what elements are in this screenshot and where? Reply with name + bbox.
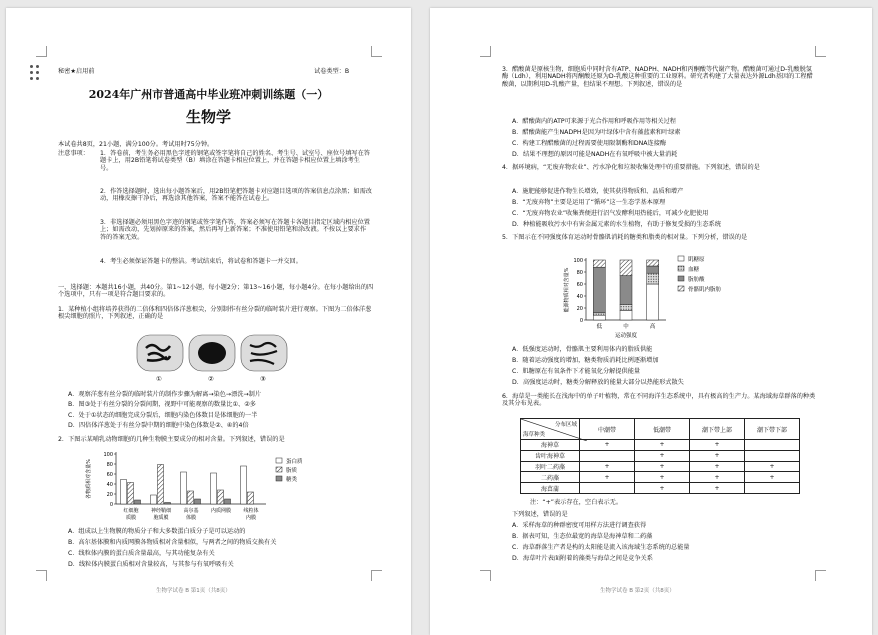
q1-option-b: B．图③处于有丝分裂的分裂间期，视野中可能观察的数量比①、②多 xyxy=(68,401,256,408)
table-cell: + xyxy=(690,472,745,483)
bar-糖类 xyxy=(225,499,231,504)
table-cell: + xyxy=(635,440,690,451)
table-cell: + xyxy=(635,472,690,483)
y-axis-label: 各物质相对含量% xyxy=(86,459,92,499)
crop-mark xyxy=(815,570,826,581)
legend-label: 血糖 xyxy=(688,267,700,273)
q6-option-a: A．采样海草的种群密度可用样方法进行调查获得 xyxy=(512,522,647,529)
q6-option-c: C．海草群落生产者是构的太阳能是流入该海域生态系统的总能量 xyxy=(512,544,690,551)
category-label: 内质网膜 xyxy=(210,508,232,514)
y-tick-label: 60 xyxy=(106,472,113,478)
table-row xyxy=(521,461,800,472)
page-2 xyxy=(430,8,872,635)
y-tick-label: 60 xyxy=(576,282,583,288)
legend-label: 脂肪酸 xyxy=(688,277,705,283)
table-cell: + xyxy=(690,461,745,472)
q4-option-d: D．种植能吸收污水中有害金属元素的水生植物，有助于修复受损的生态系统 xyxy=(512,221,721,228)
y-tick-label: 40 xyxy=(576,294,583,300)
category-label: 神经鞘细 xyxy=(150,508,172,514)
q3-stem: 3．醋酸菌是原核生物，细胞质中同时含有ATP、NADPH、NADH和丙酮酸等代谢产物。醋酸菌可通过D-乳酸脱氢酶（Ldh），利用NADH将丙酮酸还原为D-乳酸这种重要的工业原料。研究者构建了大量表达外源Ldh基因的工程醋酸菌，以期利用D-乳酸产量，但结果不理想。下列叙述，错误的是 xyxy=(502,66,813,88)
bar-糖类 xyxy=(165,503,171,505)
y-tick-label: 20 xyxy=(576,306,583,312)
diagonal-header-cell xyxy=(521,419,580,440)
q3-option-c: C．构建工程醋酸菌的过程需要使用限制酶和DNA连接酶 xyxy=(512,140,667,147)
bar-糖类 xyxy=(195,499,201,504)
stack-肌糖原 xyxy=(620,310,632,320)
q6-option-b: B．据表可知，生态位最宽的海草是海神草和二药藻 xyxy=(512,533,653,540)
bar-蛋白质 xyxy=(151,495,157,504)
table-cell: + xyxy=(580,472,635,483)
table-header: 潮下带上部 xyxy=(690,419,745,440)
q6-stem: 6．海草是一类能长在浅海中的单子叶植物，常在不同海洋生态系统中，具有极高的生产力。某海域海草群落的种类及其分布见表。 xyxy=(502,393,816,408)
y-tick-label: 80 xyxy=(576,270,583,276)
stack-血糖 xyxy=(647,273,659,284)
header-left: 秘密★启用前 xyxy=(58,68,95,75)
stack-肌糖原 xyxy=(647,284,659,320)
legend-label: 肌糖原 xyxy=(688,257,705,263)
table-row xyxy=(521,450,800,461)
bar-蛋白质 xyxy=(241,466,247,504)
note-4: 4．考生必须保证答题卡的整洁。考试结束后，将试卷和答题卡一并交回。 xyxy=(100,258,302,265)
legend-label: 蛋白质 xyxy=(286,459,303,465)
row-label: 二药藻 xyxy=(521,472,580,483)
y-tick-label: 100 xyxy=(103,452,113,458)
table-cell xyxy=(745,483,800,494)
legend-swatch xyxy=(678,286,684,291)
q2-option-b: B．高尔基体膜和内质网膜各物质相对含量相似，与两者之间的物质交换有关 xyxy=(68,539,277,546)
q6-option-d: D．海草叶片表面附着的藻类与海草之间是竞争关系 xyxy=(512,555,653,562)
category-label: 线粒体 xyxy=(243,508,259,514)
bar-脂质 xyxy=(218,490,224,504)
row-label: 海神草 xyxy=(521,440,580,451)
q5-stem: 5．下图示在不同强度体育运动时骨骼肌消耗的糖类和脂类的相对量。下列分析，错误的是 xyxy=(502,234,748,241)
table-cell: + xyxy=(580,440,635,451)
legend-swatch xyxy=(276,458,282,463)
legend-swatch xyxy=(678,256,684,261)
table-cell: + xyxy=(690,440,745,451)
category-label: 高 xyxy=(649,324,656,330)
q1-option-d: D．四倍体洋葱处于有丝分裂中期的细胞中染色体数是②、④的4倍 xyxy=(68,422,249,429)
table-row xyxy=(521,440,800,451)
legend-swatch xyxy=(276,467,282,472)
q3-option-b: B．醋酸菌能产生NADPH是因为叶绿体中含有藻蓝素和叶绿素 xyxy=(512,129,681,136)
q5-option-b: B．随着运动强度的增加，糖类物质消耗比例逐渐增加 xyxy=(512,357,659,364)
bar-糖类 xyxy=(135,500,141,504)
section-1-heading: 一、选择题：本题共16小题，共40分。第1~12小题，每小题2分；第13~16小题，每小题4分。在每小题给出的四个选项中，只有一项是符合题目要求的。 xyxy=(58,284,374,299)
crop-mark xyxy=(371,570,382,581)
q5-option-c: C．肌糖原在有氧条件下才能氧化分解提供能量 xyxy=(512,368,641,375)
y-axis-label: 能源物质相对含量% xyxy=(564,267,570,313)
bar-脂质 xyxy=(188,491,194,504)
note-1: 1．答卷前，考生务必用黑色字迹的钢笔或签字笔将自己的姓名、考生号、试室号、座位号填写在答题卡上，用2B铅笔将试卷类型（B）填涂在答题卡相应位置上，并在答题卡相应位置上填涂考生号。 xyxy=(100,150,370,172)
q2-option-d: D．线粒体内膜蛋白质相对含量较高，与其参与有氧呼吸有关 xyxy=(68,561,234,568)
table-cell xyxy=(745,440,800,451)
category-label: 胞质膜 xyxy=(153,515,169,521)
table-cell: + xyxy=(580,461,635,472)
category-label: 体膜 xyxy=(185,515,197,521)
cell-label-2: ② xyxy=(208,375,214,383)
q6-lead: 下列叙述，错误的是 xyxy=(512,511,568,518)
note-2: 2．作答选择题时，选出每小题答案后，用2B铅笔把答题卡对应题目选项的答案信息点涂黑；如需改动，用橡皮擦干净后，再选涂其他答案，答案不能答在试卷上。 xyxy=(100,188,372,203)
table-header: 低潮带 xyxy=(635,419,690,440)
bar-脂质 xyxy=(128,483,134,505)
y-tick-label: 80 xyxy=(106,462,113,468)
table-header: 潮下带下部 xyxy=(745,419,800,440)
row-label: 海菖蒲 xyxy=(521,483,580,494)
table-cell: + xyxy=(745,472,800,483)
category-label: 红细胞 xyxy=(123,508,139,514)
q1-option-a: A．观察洋葱有丝分裂的临时装片的制作步骤为解离→染色→漂洗→制片 xyxy=(68,391,262,398)
table-cell xyxy=(580,483,635,494)
q4-option-a: A．施肥能够促进作物生长增效，使其获得物质和、品质和增产 xyxy=(512,188,684,195)
x-axis-label: 运动强度 xyxy=(614,333,638,339)
row-label: 羽叶二药藻 xyxy=(521,461,580,472)
page-1 xyxy=(6,8,411,635)
page-1-footer: 生物学试卷 B 第1页（共8页） xyxy=(156,588,231,594)
stack-血糖 xyxy=(620,304,632,310)
subject-title: 生物学 xyxy=(185,108,231,126)
crop-mark xyxy=(480,570,491,581)
y-tick-label: 40 xyxy=(106,482,113,488)
bar-脂质 xyxy=(248,492,254,504)
stack-脂肪酸 xyxy=(593,267,605,313)
legend-swatch xyxy=(276,476,282,481)
table-cell xyxy=(580,450,635,461)
cell-photo-1 xyxy=(137,335,183,371)
diag-top-label: 分布区域 xyxy=(554,422,577,428)
legend-label: 糖类 xyxy=(286,477,298,483)
legend-swatch xyxy=(678,266,684,271)
exam-title: 2024年广州市普通高中毕业班冲刺训练题（一） xyxy=(88,88,329,101)
stack-脂肪酸 xyxy=(620,276,632,305)
q4-stem: 4．据环境病，“无废弃物农业”、污水净化和垃圾收集处理中的重要措施。下列叙述，错误的是 xyxy=(502,164,760,171)
bar-蛋白质 xyxy=(181,472,187,504)
category-label: 内膜 xyxy=(245,515,257,521)
stack-肌糖原 xyxy=(593,315,605,320)
q4-option-c: C．“无废弃物农业”收集粪便进行沼气发酵利用热能后，可减少化肥使用 xyxy=(512,210,709,217)
table-cell: + xyxy=(690,483,745,494)
q5-option-d: D．高强度运动时，糖类分解释放的能量大部分以热能形式散失 xyxy=(512,379,684,386)
table-header: 中潮带 xyxy=(580,419,635,440)
crop-mark xyxy=(36,570,47,581)
q2-membrane-bar-chart xyxy=(80,448,320,528)
header-right: 试卷类型：B xyxy=(314,68,350,75)
category-label: 质膜 xyxy=(125,515,137,521)
cell-label-1: ① xyxy=(156,375,162,383)
q2-stem: 2．下图示某哺乳动物细胞的几种生物膜主要成分的相对含量。下列叙述，错误的是 xyxy=(58,436,285,443)
table-cell: + xyxy=(635,483,690,494)
q4-option-b: B．“无废弃物”主要是运用了“循环”这一生态学基本原理 xyxy=(512,199,666,206)
crop-mark xyxy=(480,46,491,57)
legend-swatch xyxy=(678,276,684,281)
table-note: 注：“+”表示存在，空白表示无。 xyxy=(530,499,623,506)
q3-option-d: D．结果不理想的原因可能是NADH在有氧呼吸中被大量消耗 xyxy=(512,151,678,158)
stack-骨骼肌内脂肪 xyxy=(647,260,659,266)
diag-bottom-label: 海草种类 xyxy=(523,432,546,438)
legend-label: 脂质 xyxy=(286,468,298,474)
category-label: 高尔基 xyxy=(183,508,199,514)
legend-label: 骨骼肌内脂肪 xyxy=(688,287,722,293)
page-2-footer: 生物学试卷 B 第2页（共8页） xyxy=(600,588,675,594)
y-tick-label: 20 xyxy=(106,492,113,498)
note-3: 3．非选择题必须用黑色字迹的钢笔或签字笔作答，答案必须写在答题卡各题目指定区域内相应位置上；如需改动，先划掉原来的答案，然后再写上新答案；不准使用铅笔和涂改液。不按以上要求作答的答案无效。 xyxy=(100,219,370,241)
seagrass-distribution-table xyxy=(520,418,800,494)
bar-蛋白质 xyxy=(211,473,217,504)
q1-stem: 1．某种植小组将培养获得的二倍体和四倍体洋葱根尖，分别制作有丝分裂的临时装片进行观察。下图为二倍体洋葱根尖细胞的照片，下列叙述，正确的是 xyxy=(58,306,372,321)
category-label: 中 xyxy=(623,324,629,330)
table-cell: + xyxy=(635,461,690,472)
stack-骨骼肌内脂肪 xyxy=(620,260,632,276)
y-tick-label: 0 xyxy=(579,318,583,324)
q3-option-a: A．醋酸菌内的ATP可来源于光合作用和呼吸作用等相关过程 xyxy=(512,118,676,125)
crop-mark xyxy=(371,46,382,57)
row-label: 齿叶海神草 xyxy=(521,450,580,461)
q1-cell-photos xyxy=(134,333,294,383)
q1-option-c: C．处于①状态的细胞完成分裂后，细胞内染色体数目是体细胞的一半 xyxy=(68,412,258,419)
q5-option-a: A．低强度运动时，骨骼肌主要利用体内的脂质供能 xyxy=(512,346,653,353)
stack-骨骼肌内脂肪 xyxy=(593,260,605,267)
cell-label-3: ③ xyxy=(260,375,266,383)
nucleus-shape xyxy=(198,342,226,364)
bar-蛋白质 xyxy=(121,480,127,505)
stack-血糖 xyxy=(593,313,605,315)
table-cell: + xyxy=(745,461,800,472)
table-header-row xyxy=(521,419,800,440)
table-cell: + xyxy=(690,450,745,461)
crop-mark xyxy=(36,46,47,57)
stack-脂肪酸 xyxy=(647,266,659,273)
category-label: 低 xyxy=(596,324,603,330)
exam-intro: 本试卷共8页，21小题，满分100分。考试用时75分钟。 xyxy=(58,141,214,148)
table-cell: + xyxy=(635,450,690,461)
q5-stacked-bar-chart xyxy=(560,248,760,344)
y-tick-label: 100 xyxy=(573,258,583,264)
q2-option-c: C．线粒体内膜的蛋白质含量最高，与其功能复杂有关 xyxy=(68,550,215,557)
notes-label: 注意事项： xyxy=(58,150,89,157)
table-row xyxy=(521,472,800,483)
table-cell xyxy=(745,450,800,461)
bar-脂质 xyxy=(158,465,164,505)
drag-handle-icon[interactable] xyxy=(30,65,42,81)
table-row xyxy=(521,483,800,494)
q2-option-a: A．组成以上生物膜的物质分子和大多数蛋白质分子是可以运动的 xyxy=(68,528,246,535)
cell-photo-3 xyxy=(241,335,287,371)
y-tick-label: 0 xyxy=(109,502,113,508)
crop-mark xyxy=(815,46,826,57)
